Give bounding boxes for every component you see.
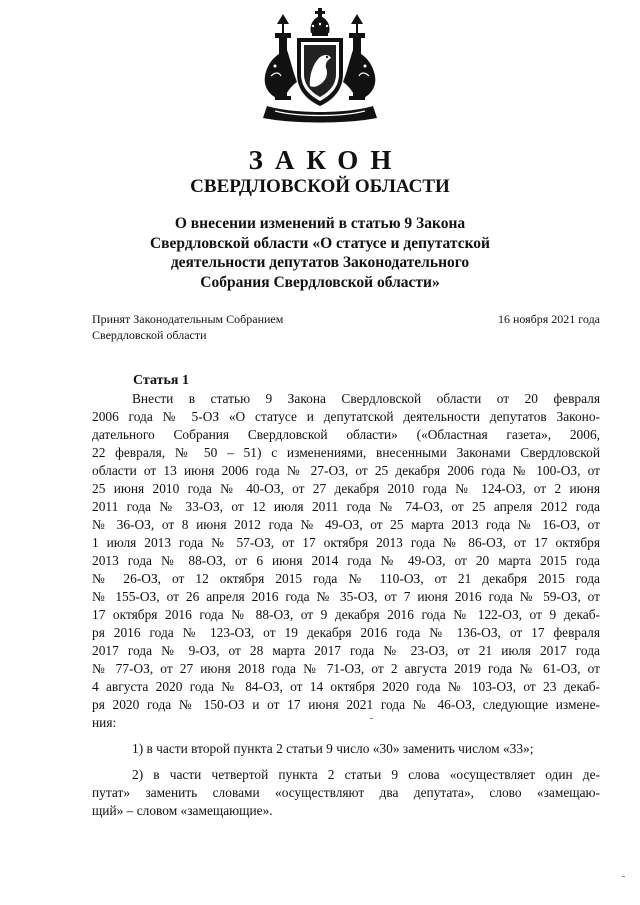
paragraph-line: 4 августа 2020 года № 84-ОЗ, от 14 октября 2020 года № 103-ОЗ, от 23 декаб- [92,679,600,694]
paragraph-line: 2011 года № 33-ОЗ, от 12 июля 2011 года № 74-ОЗ, от 25 апреля 2012 года [92,499,600,514]
paragraph-line: Внести в статью 9 Закона Свердловской области от 20 февраля [132,391,600,406]
article-body [92,390,600,820]
subject-line: Свердловской области «О статусе и депутатской [149,234,490,252]
region-title: СВЕРДЛОВСКОЙ ОБЛАСТИ [190,176,450,197]
paragraph-line: 1 июля 2013 года № 57-ОЗ, от 17 октября 2013 года № 86-ОЗ, от 17 октября [92,535,600,550]
paragraph-line: ния: [92,715,117,730]
list-item-2-line: щий» – словом «замещающие». [92,803,273,818]
paragraph-line: 25 июня 2010 года № 40-ОЗ, от 27 декабря 2010 года № 124-ОЗ, от 2 июня [92,481,600,496]
law-subject-title [0,214,640,292]
paragraph-line: 17 октября 2016 года № 88-ОЗ, от 9 декабря 2016 года № 122-ОЗ, от 9 декаб- [92,607,600,622]
adoption-date: 16 ноября 2021 года [497,312,600,326]
paragraph-line: № 36-ОЗ, от 8 июня 2012 года № 49-ОЗ, от 25 марта 2013 года № 16-ОЗ, от [92,517,600,532]
paragraph-line: области от 13 июня 2006 года № 27-ОЗ, от 25 декабря 2006 года № 100-ОЗ, от [92,463,600,478]
paragraph-line: 22 февраля, № 50 – 51) с изменениями, внесенными Законами Свердловской [92,445,600,460]
paragraph-line: № 155-ОЗ, от 26 апреля 2016 года № 35-ОЗ, от 7 июня 2016 года № 59-ОЗ, от [92,589,600,604]
adopted-by-block [92,311,283,343]
adopted-by-line: Принят Законодательным Собранием [92,312,284,326]
paragraph-line: 2017 года № 9-ОЗ, от 28 марта 2017 года № 23-ОЗ, от 21 июля 2017 года [92,643,600,658]
subject-line: Собрания Свердловской области» [200,273,440,291]
article-heading: Статья 1 [133,373,189,388]
list-item-1: 1) в части второй пункта 2 статьи 9 число «30» заменить числом «33»; [132,741,534,756]
paragraph-line: № 26-ОЗ, от 12 октября 2015 года № 110-ОЗ, от 21 декабря 2015 года [92,571,600,586]
paragraph-line: ря 2016 года № 123-ОЗ, от 19 декабря 2016 года № 136-ОЗ, от 17 февраля [92,625,600,640]
list-item-2-line: 2) в части четвертой пункта 2 статьи 9 слова «осуществляет один де- [132,767,600,782]
scan-speck [370,718,373,719]
subject-line: деятельности депутатов Законодательного [170,254,470,271]
paragraph-line: 2006 года № 5-ОЗ «О статусе и депутатской деятельности депутатов Законо- [92,409,600,424]
scan-speck [622,876,625,877]
adopted-by-line: Свердловской области [92,328,207,342]
document-type-title: ЗАКОН [248,145,404,175]
coat-of-arms-emblem [253,6,387,124]
paragraph-line: дательного Собрания Свердловской области» («Областная газета», 2006, [92,427,600,442]
paragraph-line: ря 2020 года № 150-ОЗ и от 17 июня 2021 года № 46-ОЗ, следующие измене- [92,697,600,712]
paragraph-line: № 77-ОЗ, от 27 июня 2018 года № 71-ОЗ, от 2 августа 2019 года № 61-ОЗ, от [92,661,600,676]
subject-line: О внесении изменений в статью 9 Закона [174,215,466,232]
list-item-2-line: путат» заменить словами «осуществляют два депутата», слово «замещаю- [92,785,600,800]
paragraph-line: 2013 года № 88-ОЗ, от 6 июня 2014 года № 49-ОЗ, от 20 марта 2015 года [92,553,600,568]
